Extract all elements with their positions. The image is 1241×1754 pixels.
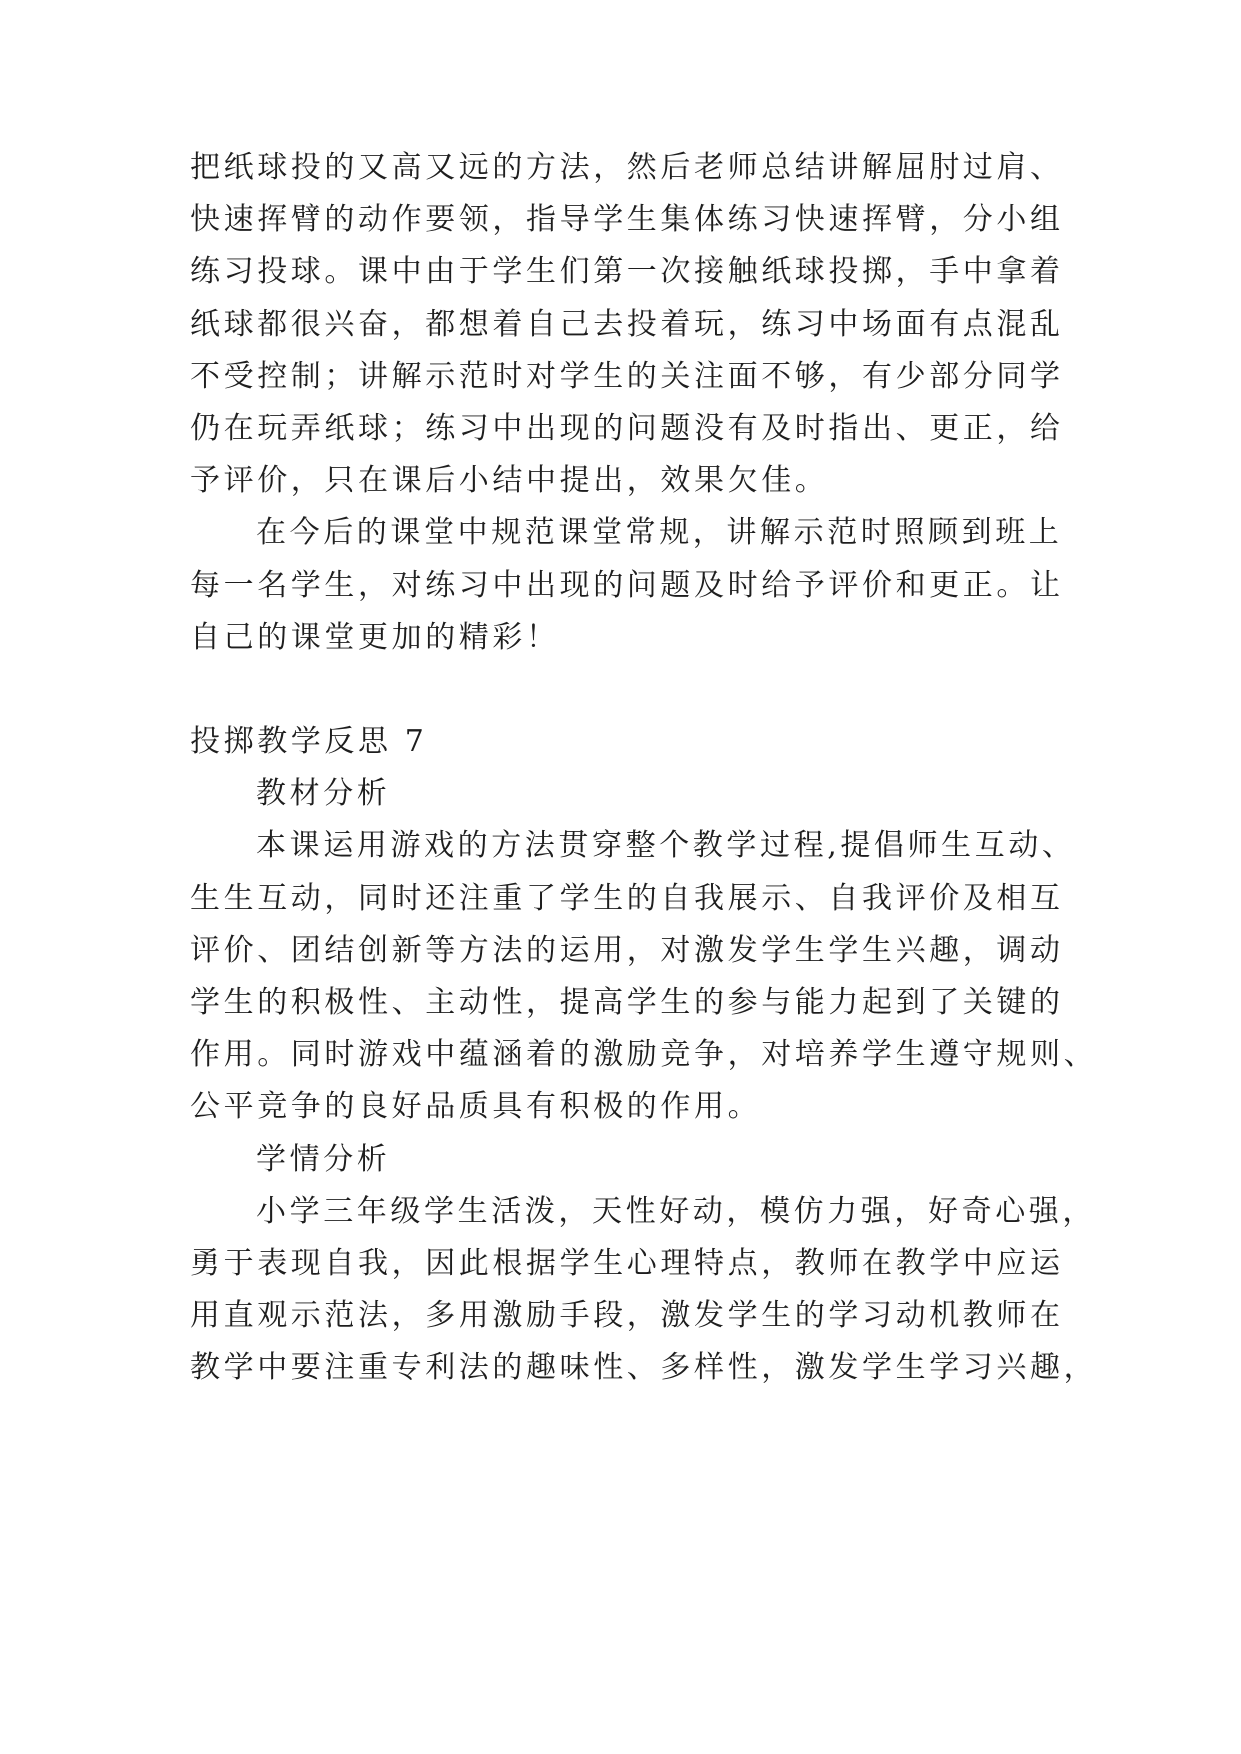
- paragraph-line: 用直观示范法，多用激励手段，激发学生的学习动机教师在: [190, 1298, 1064, 1334]
- paragraph-line: 自己的课堂更加的精彩！: [190, 619, 560, 655]
- closing-paragraph: [190, 507, 1150, 664]
- subheading-student-analysis: 学情分析: [256, 1141, 391, 1177]
- paragraph-line: 予评价，只在课后小结中提出，效果欠佳。: [190, 463, 829, 499]
- paragraph-line: 在今后的课堂中规范课堂常规，讲解示范时照顾到班上: [256, 515, 1063, 551]
- textbook-analysis-paragraph: [190, 820, 1150, 1133]
- text-column: [190, 142, 1150, 1395]
- paragraph-line: 学生的积极性、主动性，提高学生的参与能力起到了关键的: [190, 985, 1064, 1020]
- paragraph-line: 小学三年级学生活泼，天性好动，模仿力强，好奇心强，: [256, 1193, 1096, 1229]
- paragraph-line: 教学中要注重专利法的趣味性、多样性，激发学生学习兴趣，: [190, 1350, 1098, 1386]
- paragraph-line: 不受控制；讲解示范时对学生的关注面不够，有少部分同学: [190, 358, 1064, 394]
- paragraph-line: 评价、团结创新等方法的运用，对激发学生学生兴趣，调动: [190, 932, 1064, 968]
- paragraph-line: 练习投球。课中由于学生们第一次接触纸球投掷，手中拿着: [190, 254, 1064, 290]
- subheading-textbook-analysis: 教材分析: [256, 776, 391, 812]
- paragraph-line: 快速挥臂的动作要领，指导学生集体练习快速挥臂，分小组: [190, 202, 1064, 238]
- blank-line: [190, 664, 1150, 716]
- paragraph-line: 公平竞争的良好品质具有积极的作用。: [190, 1089, 762, 1125]
- paragraph-line: 作用。同时游戏中蕴涵着的激励竞争，对培养学生遵守规则、: [190, 1037, 1098, 1073]
- student-analysis-paragraph: [190, 1186, 1150, 1395]
- paragraph-line: 勇于表现自我，因此根据学生心理特点，教师在教学中应运: [190, 1245, 1064, 1281]
- paragraph-line: 生生互动，同时还注重了学生的自我展示、自我评价及相互: [190, 880, 1064, 916]
- paragraph-line: 仍在玩弄纸球；练习中出现的问题没有及时指出、更正，给: [190, 410, 1064, 446]
- section: [190, 716, 1150, 1394]
- section-title: 投掷教学反思 7: [190, 724, 428, 760]
- paragraph-line: 纸球都很兴奋，都想着自己去投着玩，练习中场面有点混乱: [190, 306, 1064, 342]
- paragraph-line: 本课运用游戏的方法贯穿整个教学过程,提倡师生互动、: [256, 828, 1076, 864]
- paragraph-line: 把纸球投的又高又远的方法，然后老师总结讲解屈肘过肩、: [190, 150, 1064, 185]
- previous-paragraph-end: [190, 142, 1150, 507]
- paragraph-line: 每一名学生，对练习中出现的问题及时给予评价和更正。让: [190, 567, 1064, 603]
